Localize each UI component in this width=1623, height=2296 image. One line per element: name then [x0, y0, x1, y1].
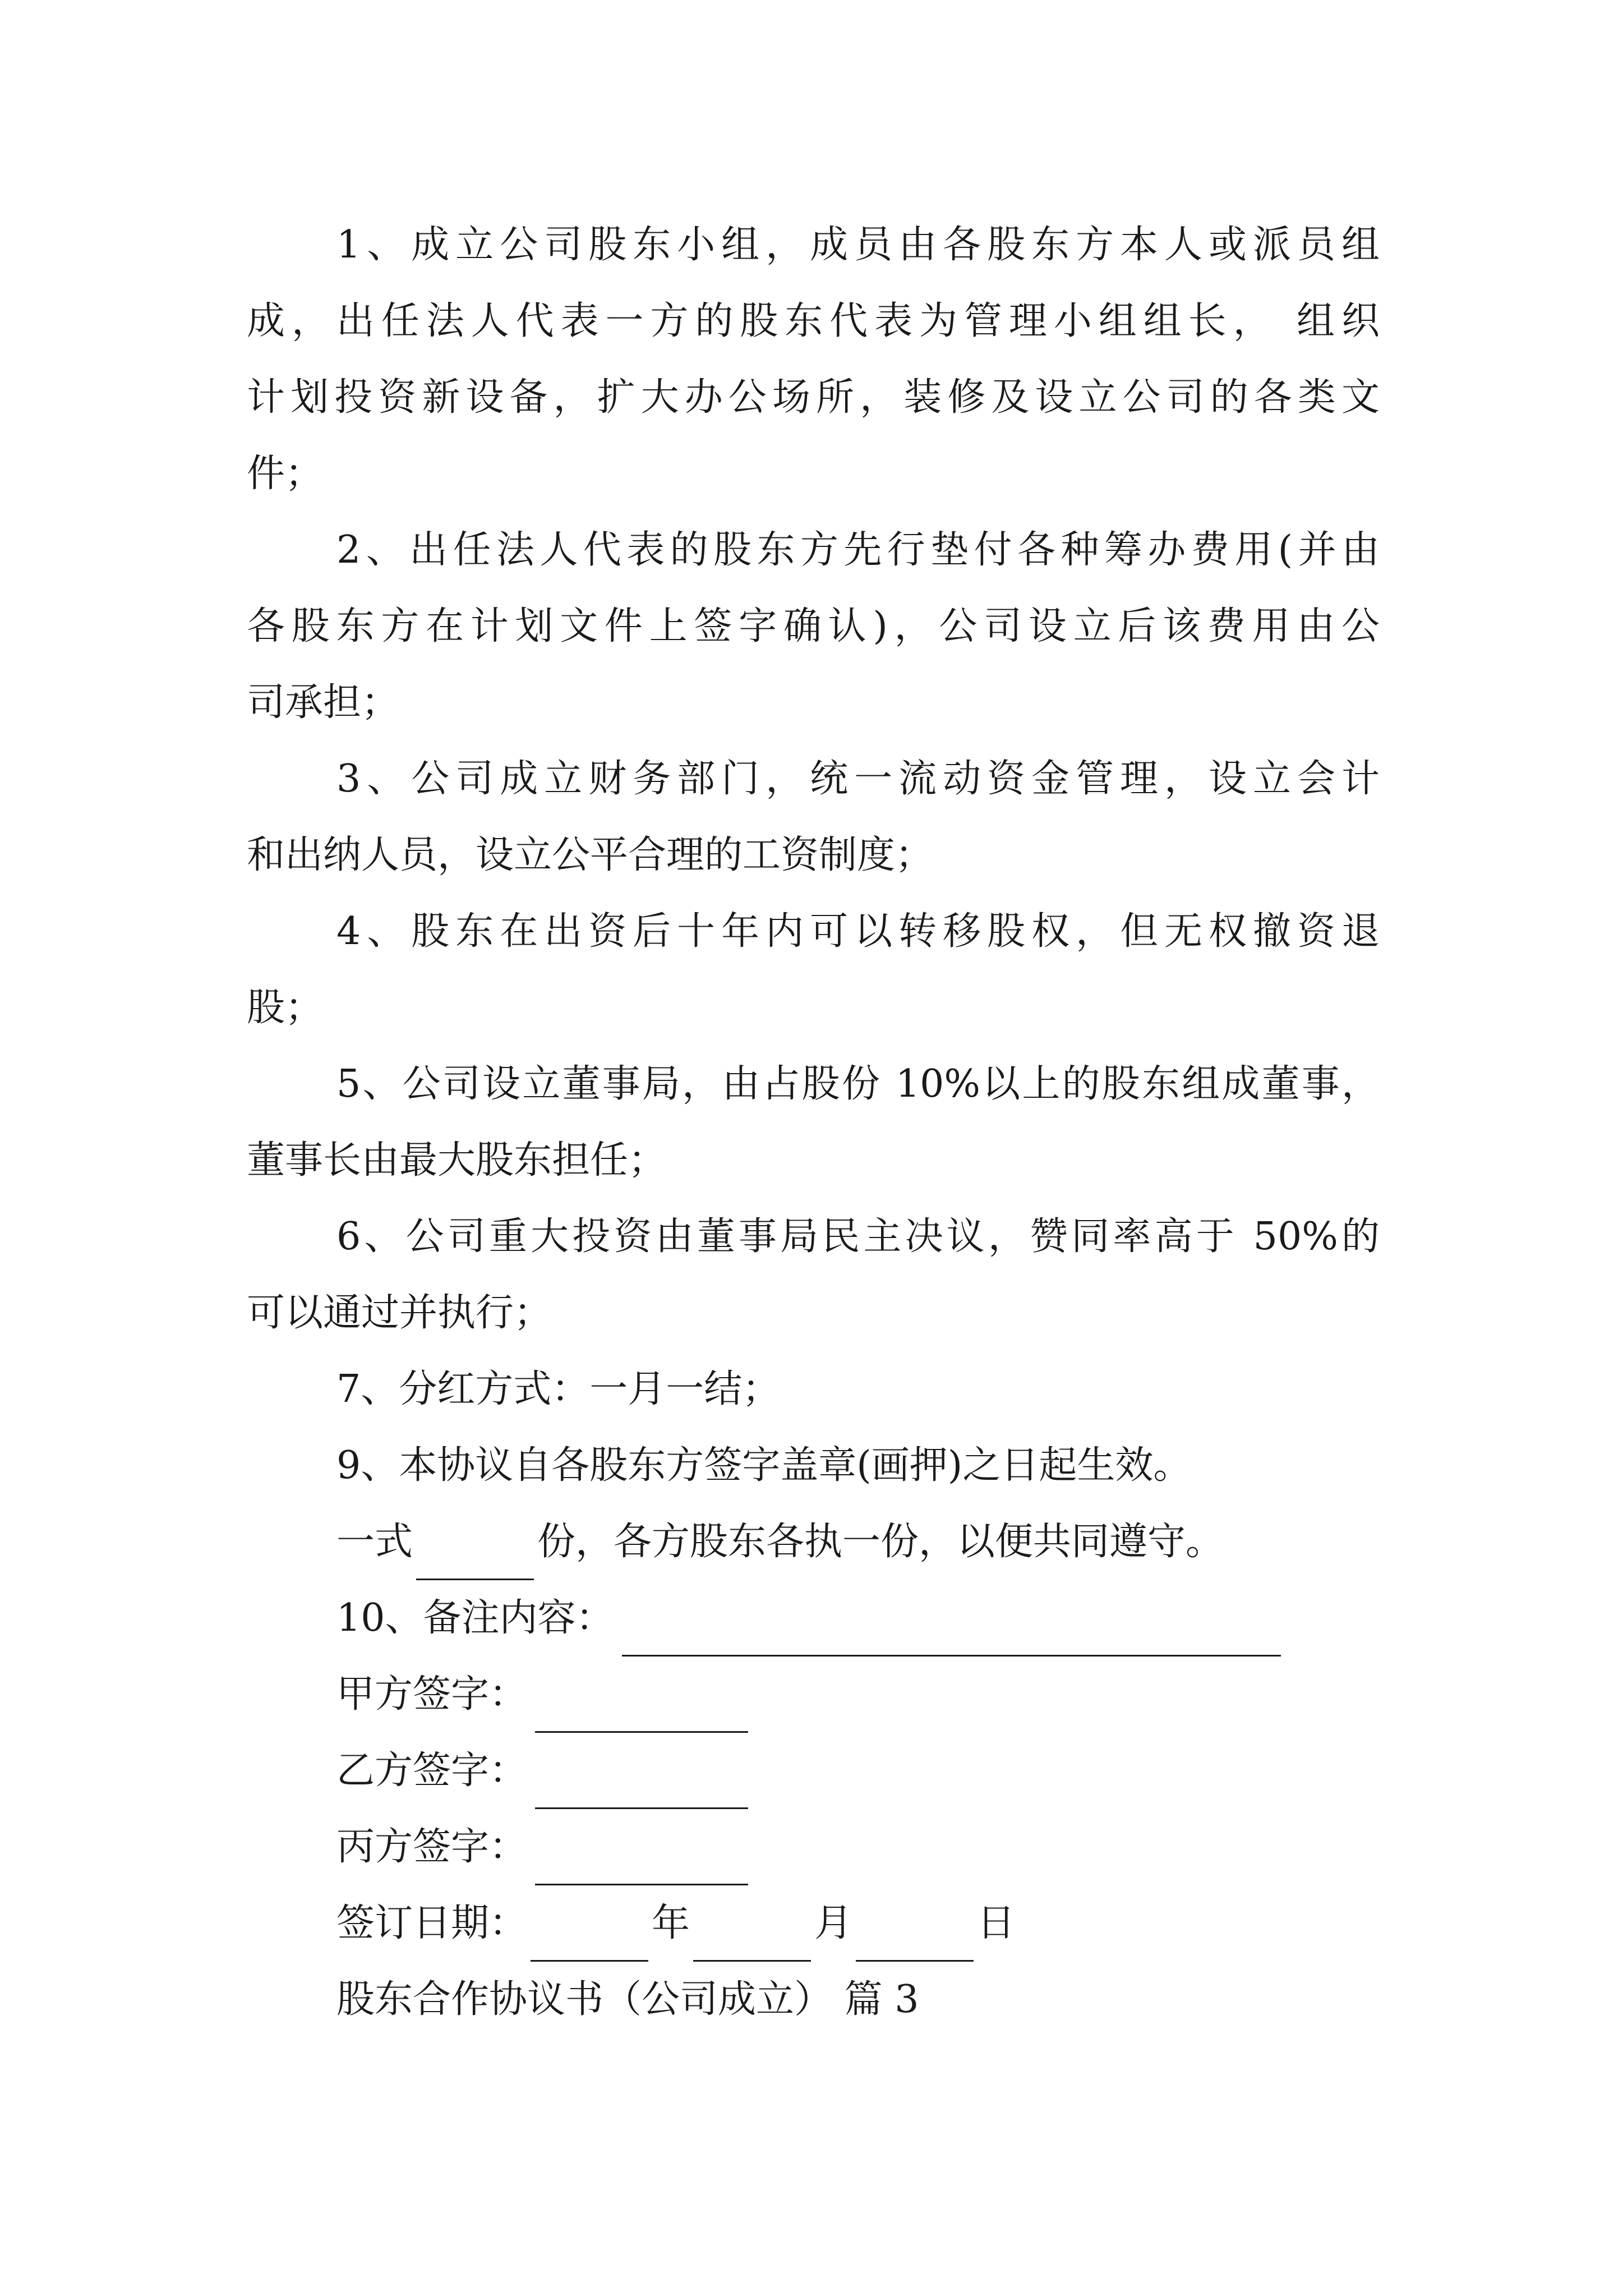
- clause-5-line-2: 董事长由最大股东担任；: [247, 1138, 667, 1182]
- clause-6-line-1: 6、公司重大投资由董事局民主决议，赞同率高于 50%的: [336, 1214, 1380, 1259]
- remarks-blank[interactable]: [622, 1601, 1281, 1657]
- remarks-line: [336, 1580, 1380, 1657]
- clause-3-line-2: 和出纳人员，设立公平合理的工资制度；: [247, 833, 934, 877]
- signature-blank-party-b[interactable]: [535, 1754, 748, 1809]
- clause-7-line-1: 7、分红方式：一月一结；: [336, 1367, 781, 1411]
- signature-line-party-c: [336, 1809, 1380, 1885]
- signature-blank-party-a[interactable]: [535, 1677, 748, 1733]
- clause-9-line-1: 9、本协议自各股东方签字盖章(画押)之日起生效。: [336, 1443, 1192, 1488]
- clause-3-line-1: 3、公司成立财务部门，统一流动资金管理，设立会计: [336, 757, 1380, 801]
- year-label: 年: [652, 1901, 690, 1945]
- copies-count-blank[interactable]: [416, 1525, 534, 1580]
- next-section-title: 股东合作协议书（公司成立） 篇 3: [336, 1977, 919, 2022]
- clause-4-line-2: 股；: [247, 986, 324, 1030]
- clause-5-line-1: 5、公司设立董事局，由占股份 10%以上的股东组成董事，: [336, 1062, 1380, 1106]
- signature-blank-party-c[interactable]: [535, 1830, 748, 1885]
- clause-2-line-2: 各股东方在计划文件上签字确认)，公司设立后该费用由公: [247, 604, 1380, 648]
- signature-line-party-b: [336, 1733, 1380, 1809]
- year-blank[interactable]: [531, 1906, 648, 1962]
- clause-1-line-4: 件；: [247, 452, 324, 496]
- month-blank[interactable]: [693, 1906, 811, 1962]
- clause-1-line-2: 成，出任法人代表一方的股东代表为管理小组组长， 组织: [247, 299, 1380, 343]
- clause-6-line-2: 可以通过并执行；: [247, 1291, 552, 1335]
- clause-2-line-1: 2、出任法人代表的股东方先行垫付各种筹办费用(并由: [336, 528, 1380, 572]
- signature-label-party-c: 丙方签字：: [336, 1825, 528, 1869]
- clause-1-line-3: 计划投资新设备，扩大办公场所，装修及设立公司的各类文: [247, 375, 1380, 420]
- signing-date-label: 签订日期：: [336, 1901, 528, 1945]
- month-label: 月: [814, 1901, 853, 1945]
- clause-2-line-3: 司承担；: [247, 680, 400, 725]
- copies-line: [336, 1504, 1380, 1580]
- remarks-label: 10、备注内容：: [336, 1596, 614, 1640]
- signature-line-party-a: [336, 1657, 1380, 1733]
- copies-suffix: 份，各方股东各执一份，以便共同遵守。: [537, 1520, 1224, 1564]
- copies-prefix: 一式: [336, 1520, 413, 1564]
- signature-label-party-a: 甲方签字：: [336, 1672, 528, 1717]
- signature-label-party-b: 乙方签字：: [336, 1749, 528, 1793]
- day-blank[interactable]: [856, 1906, 974, 1962]
- clause-4-line-1: 4、股东在出资后十年内可以转移股权，但无权撤资退: [336, 909, 1380, 954]
- day-label: 日: [977, 1901, 1016, 1945]
- signing-date-line: [336, 1885, 1380, 1962]
- clause-1-line-1: 1、成立公司股东小组，成员由各股东方本人或派员组: [336, 223, 1380, 267]
